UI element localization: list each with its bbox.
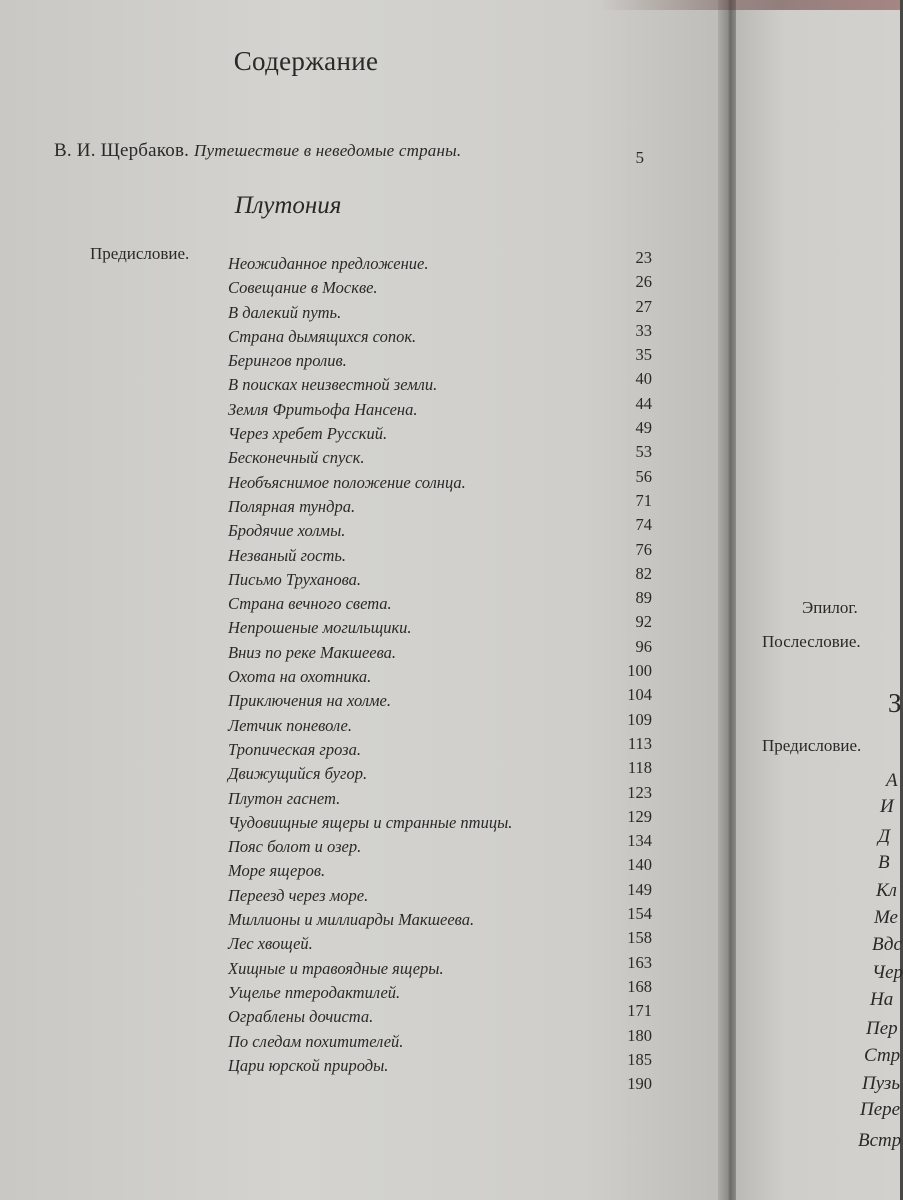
chapter-entry	[228, 879, 658, 908]
chapter-entry	[228, 1025, 658, 1054]
chapter-title: Бесконечный спуск.	[228, 448, 365, 468]
right-chapter-fragment: Вдс	[872, 934, 902, 955]
chapter-page-number: 140	[627, 855, 652, 875]
chapter-title: Берингов пролив.	[228, 351, 347, 371]
chapter-page-number: 82	[635, 563, 652, 583]
chapter-title: Миллионы и миллиарды Макшеева.	[228, 910, 475, 930]
chapter-page-number: 40	[635, 369, 652, 389]
chapter-title: В далекий путь.	[228, 302, 342, 322]
chapter-title: Море ящеров.	[228, 861, 326, 881]
chapter-entry	[228, 442, 658, 470]
right-chapter-fragment: Д	[878, 826, 891, 847]
intro-page-number: 5	[635, 148, 644, 167]
chapter-page-number: 26	[635, 272, 652, 292]
epilogue-label: Эпилог.	[802, 598, 858, 617]
chapter-title: Ограблены дочиста.	[228, 1007, 374, 1027]
right-chapter-fragment: Пер	[866, 1018, 898, 1039]
chapter-entry	[228, 758, 658, 786]
chapter-entry	[228, 831, 658, 859]
chapter-entry	[228, 733, 658, 762]
chapter-entry	[228, 952, 658, 981]
chapter-title: Незваный гость.	[228, 545, 347, 565]
chapter-entry	[228, 782, 658, 811]
chapter-title: Вниз по реке Макшеева.	[228, 642, 397, 662]
chapter-title: Цари юрской природы.	[228, 1055, 389, 1075]
cover-edge	[600, 0, 900, 10]
chapter-title: Летчик поневоле.	[228, 715, 353, 735]
chapter-page-number: 89	[635, 588, 652, 608]
chapter-title: Тропическая гроза.	[228, 739, 361, 759]
chapter-page-number: 154	[627, 904, 652, 924]
chapter-page-number: 100	[627, 661, 652, 681]
chapter-page-number: 109	[627, 709, 652, 729]
chapter-title: Пояс болот и озер.	[228, 837, 362, 857]
right-chapter-fragment: Встр	[858, 1130, 902, 1151]
preface-label: Предисловие.	[90, 244, 190, 263]
chapter-title: Земля Фритьофа Нансена.	[228, 399, 418, 419]
chapter-page-number: 123	[627, 782, 652, 802]
chapter-page-number: 163	[627, 952, 652, 972]
chapter-page-number: 35	[635, 345, 652, 365]
chapter-entry	[228, 345, 658, 373]
chapter-title: Хищные и травоядные ящеры.	[228, 958, 444, 978]
intro-author: В. И. Щербаков.	[54, 140, 190, 161]
chapter-page-number: 118	[627, 758, 652, 778]
chapter-entry	[228, 976, 658, 1005]
chapter-title: Через хребет Русский.	[228, 424, 388, 444]
chapter-entry	[228, 248, 658, 276]
chapter-entry	[228, 515, 658, 543]
chapter-page-number: 71	[635, 490, 652, 510]
right-chapter-fragment: На	[870, 989, 894, 1010]
right-section-fragment: З	[888, 688, 902, 718]
chapter-entry	[228, 490, 658, 519]
chapter-page-number: 92	[635, 612, 652, 632]
chapter-entry	[228, 636, 658, 665]
chapter-title: По следам похитителей.	[228, 1031, 404, 1051]
chapter-page-number: 171	[627, 1001, 652, 1021]
chapter-entry	[228, 1001, 658, 1029]
chapter-page-number: 23	[635, 248, 652, 267]
chapter-entry	[228, 296, 658, 325]
chapter-list	[228, 248, 658, 1102]
chapter-title: Чудовищные ящеры и странные птицы.	[228, 812, 513, 832]
chapter-entry	[228, 709, 658, 738]
chapter-page-number: 129	[627, 806, 652, 826]
chapter-title: Движущийся бугор.	[228, 764, 368, 784]
chapter-entry	[228, 563, 658, 592]
chapter-title: Неожиданное предложение.	[228, 254, 429, 273]
chapter-entry	[228, 466, 658, 495]
chapter-page-number: 74	[635, 515, 652, 535]
chapter-page-number: 53	[635, 442, 652, 462]
right-chapter-fragment: Стр	[864, 1045, 901, 1066]
intro-work-title: Путешествие в неведомые страны.	[194, 141, 462, 160]
chapter-title: Ущелье птеродактилей.	[228, 982, 401, 1002]
chapter-title: Непрошеные могильщики.	[228, 618, 412, 638]
right-chapter-fragment: Чер	[872, 962, 903, 983]
chapter-page-number: 149	[627, 879, 652, 899]
chapter-entry	[228, 661, 658, 689]
chapter-title: Приключения на холме.	[228, 691, 391, 711]
chapter-entry	[228, 539, 658, 568]
page-title: Содержание	[233, 46, 379, 76]
chapter-title: Бродячие холмы.	[228, 521, 346, 541]
section-title: Плутония	[234, 192, 342, 219]
chapter-title: Совещание в Москве.	[228, 278, 378, 298]
chapter-title: В поисках неизвестной земли.	[228, 375, 438, 395]
chapter-page-number: 185	[627, 1049, 652, 1069]
chapter-title: Полярная тундра.	[228, 496, 356, 516]
chapter-page-number: 33	[635, 320, 652, 340]
chapter-entry	[228, 320, 658, 349]
chapter-entry	[228, 855, 658, 883]
chapter-page-number: 49	[635, 418, 652, 438]
chapter-entry	[228, 928, 658, 956]
chapter-page-number: 113	[627, 733, 652, 753]
chapter-page-number: 27	[635, 296, 652, 316]
chapter-entry	[228, 393, 658, 422]
chapter-entry	[228, 685, 658, 713]
chapter-title: Страна вечного света.	[228, 594, 392, 614]
right-preface-label: Предисловие.	[762, 736, 862, 755]
chapter-title: Страна дымящихся сопок.	[228, 326, 417, 346]
right-chapter-fragment: Пере	[860, 1099, 901, 1120]
chapter-title: Плутон гаснет.	[228, 788, 341, 808]
chapter-title: Лес хвощей.	[228, 934, 313, 954]
chapter-page-number: 44	[635, 393, 652, 413]
chapter-entry	[228, 418, 658, 446]
chapter-entry	[228, 904, 658, 932]
chapter-page-number: 96	[635, 636, 652, 656]
right-chapter-fragment: Пузь	[862, 1073, 900, 1094]
chapter-entry	[228, 612, 658, 640]
chapter-page-number: 158	[627, 928, 652, 948]
chapter-title: Переезд через море.	[228, 885, 369, 905]
chapter-entry	[228, 1074, 658, 1102]
chapter-page-number: 168	[627, 976, 652, 996]
chapter-page-number: 56	[635, 466, 652, 486]
chapter-entry	[228, 806, 658, 835]
chapter-entry	[228, 588, 658, 616]
intro-entry	[54, 140, 461, 162]
chapter-title: Охота на охотника.	[228, 667, 372, 687]
chapter-page-number: 76	[635, 539, 652, 559]
chapter-page-number: 134	[627, 831, 652, 851]
chapter-page-number: 104	[627, 685, 652, 705]
afterword-label: Послесловие.	[762, 632, 861, 651]
right-chapter-fragment: В	[878, 852, 890, 873]
chapter-entry	[228, 1049, 658, 1078]
chapter-title: Необъяснимое положение солнца.	[228, 472, 466, 492]
chapter-page-number: 190	[627, 1074, 652, 1094]
chapter-entry	[228, 369, 658, 397]
chapter-title: Письмо Труханова.	[228, 569, 362, 589]
chapter-page-number: 180	[627, 1025, 652, 1045]
chapter-entry	[228, 272, 658, 300]
right-chapter-fragment: Ме	[874, 907, 898, 928]
right-chapter-fragment: А	[886, 770, 898, 791]
right-chapter-fragment: И	[880, 796, 894, 817]
right-chapter-fragment: Кл	[876, 880, 897, 901]
